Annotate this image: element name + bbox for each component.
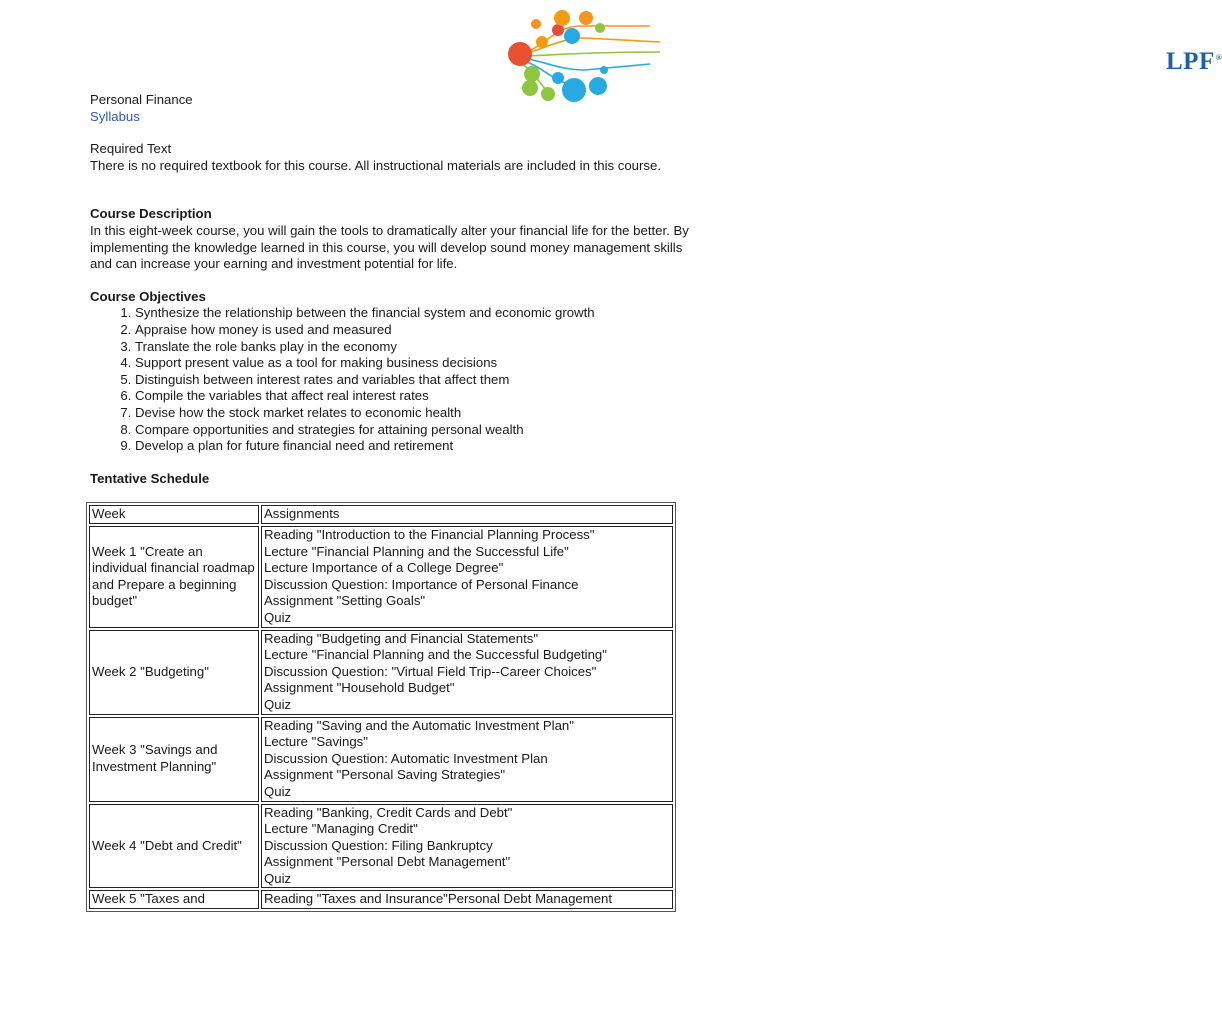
objective-item: 3. Translate the role banks play in the economy [135,339,690,356]
doc-subtitle: Syllabus [90,108,140,124]
assignments-cell [261,890,673,909]
schedule-table [86,502,676,912]
document-body [90,92,690,487]
assignment-line: Discussion Question: Filing Bankruptcy [264,837,493,853]
table-header-row [89,505,673,524]
doc-title: Personal Finance [90,92,193,107]
header-week: Week [89,505,259,524]
table-row [89,526,673,628]
objective-item: 4. Support present value as a tool for making business decisions [135,355,690,372]
logo-wordmark: LPF® [1166,48,1222,75]
assignments-cell [261,630,673,715]
assignment-line: Reading "Banking, Credit Cards and Debt" [264,804,513,820]
assignment-line: Discussion Question: Importance of Personal Finance [264,576,579,592]
assignment-line: Discussion Question: Automatic Investment Plan [264,750,548,766]
objectives-list [90,305,690,454]
objective-item: 5. Distinguish between interest rates and variables that affect them [135,372,690,389]
assignment-line: Reading "Taxes and Insurance"Personal Debt Management [264,891,613,907]
course-description-heading: Course Description [90,206,212,222]
assignment-line: Lecture "Savings" [264,734,368,750]
objective-item: 2. Appraise how money is used and measured [135,322,690,339]
assignments-cell [261,804,673,889]
assignments-cell [261,526,673,628]
assignment-line: Lecture "Financial Planning and the Successful Budgeting" [264,647,607,663]
week-cell: Week 5 "Taxes and [89,890,259,909]
week-cell: Week 3 "Savings and Investment Planning" [89,717,259,802]
assignment-line: Lecture Importance of a College Degree" [264,560,504,576]
assignment-line: Assignment "Setting Goals" [264,593,426,609]
objective-item: 7. Devise how the stock market relates to economic health [135,405,690,422]
week-cell: Week 4 "Debt and Credit" [89,804,259,889]
objective-item: 8. Compare opportunities and strategies for attaining personal wealth [135,422,690,439]
required-text-heading: Required Text [90,141,172,157]
assignment-line: Assignment "Personal Debt Management" [264,854,511,870]
assignments-cell [261,717,673,802]
table-row [89,717,673,802]
objective-item: 9. Develop a plan for future financial need and retirement [135,438,690,455]
schedule-heading: Tentative Schedule [90,470,210,486]
assignment-line: Quiz [264,783,292,799]
assignment-line: Discussion Question: "Virtual Field Trip--Career Choices" [264,663,597,679]
objective-item: 1. Synthesize the relationship between the financial system and economic growth [135,305,690,322]
required-text-body: There is no required textbook for this course. All instructional materials are included in this course. [90,157,662,173]
assignment-line: Assignment "Personal Saving Strategies" [264,767,506,783]
assignment-line: Assignment "Household Budget" [264,680,455,696]
assignment-line: Quiz [264,696,292,712]
assignment-line: Reading "Introduction to the Financial Planning Process" [264,527,595,542]
course-description-body: In this eight-week course, you will gain the tools to dramatically alter your financial life for the better. By implementing the knowledge learned in this course, you will develop sound money management skills and can increase your earning and investment potential for life. [90,222,689,272]
objective-item: 6. Compile the variables that affect real interest rates [135,388,690,405]
week-cell: Week 1 "Create an individual financial roadmap and Prepare a beginning budget" [89,526,259,628]
assignment-line: Lecture "Financial Planning and the Successful Life" [264,543,569,559]
assignment-line: Lecture "Managing Credit" [264,821,418,837]
table-row [89,630,673,715]
table-row [89,804,673,889]
assignment-line: Reading "Saving and the Automatic Investment Plan" [264,717,574,733]
assignment-line: Reading "Budgeting and Financial Statements" [264,630,539,646]
assignment-line: Quiz [264,609,292,625]
week-cell: Week 2 "Budgeting" [89,630,259,715]
course-objectives-heading: Course Objectives [90,288,206,304]
table-row [89,890,673,909]
header-assignments: Assignments [261,505,673,524]
assignment-line: Quiz [264,870,292,886]
